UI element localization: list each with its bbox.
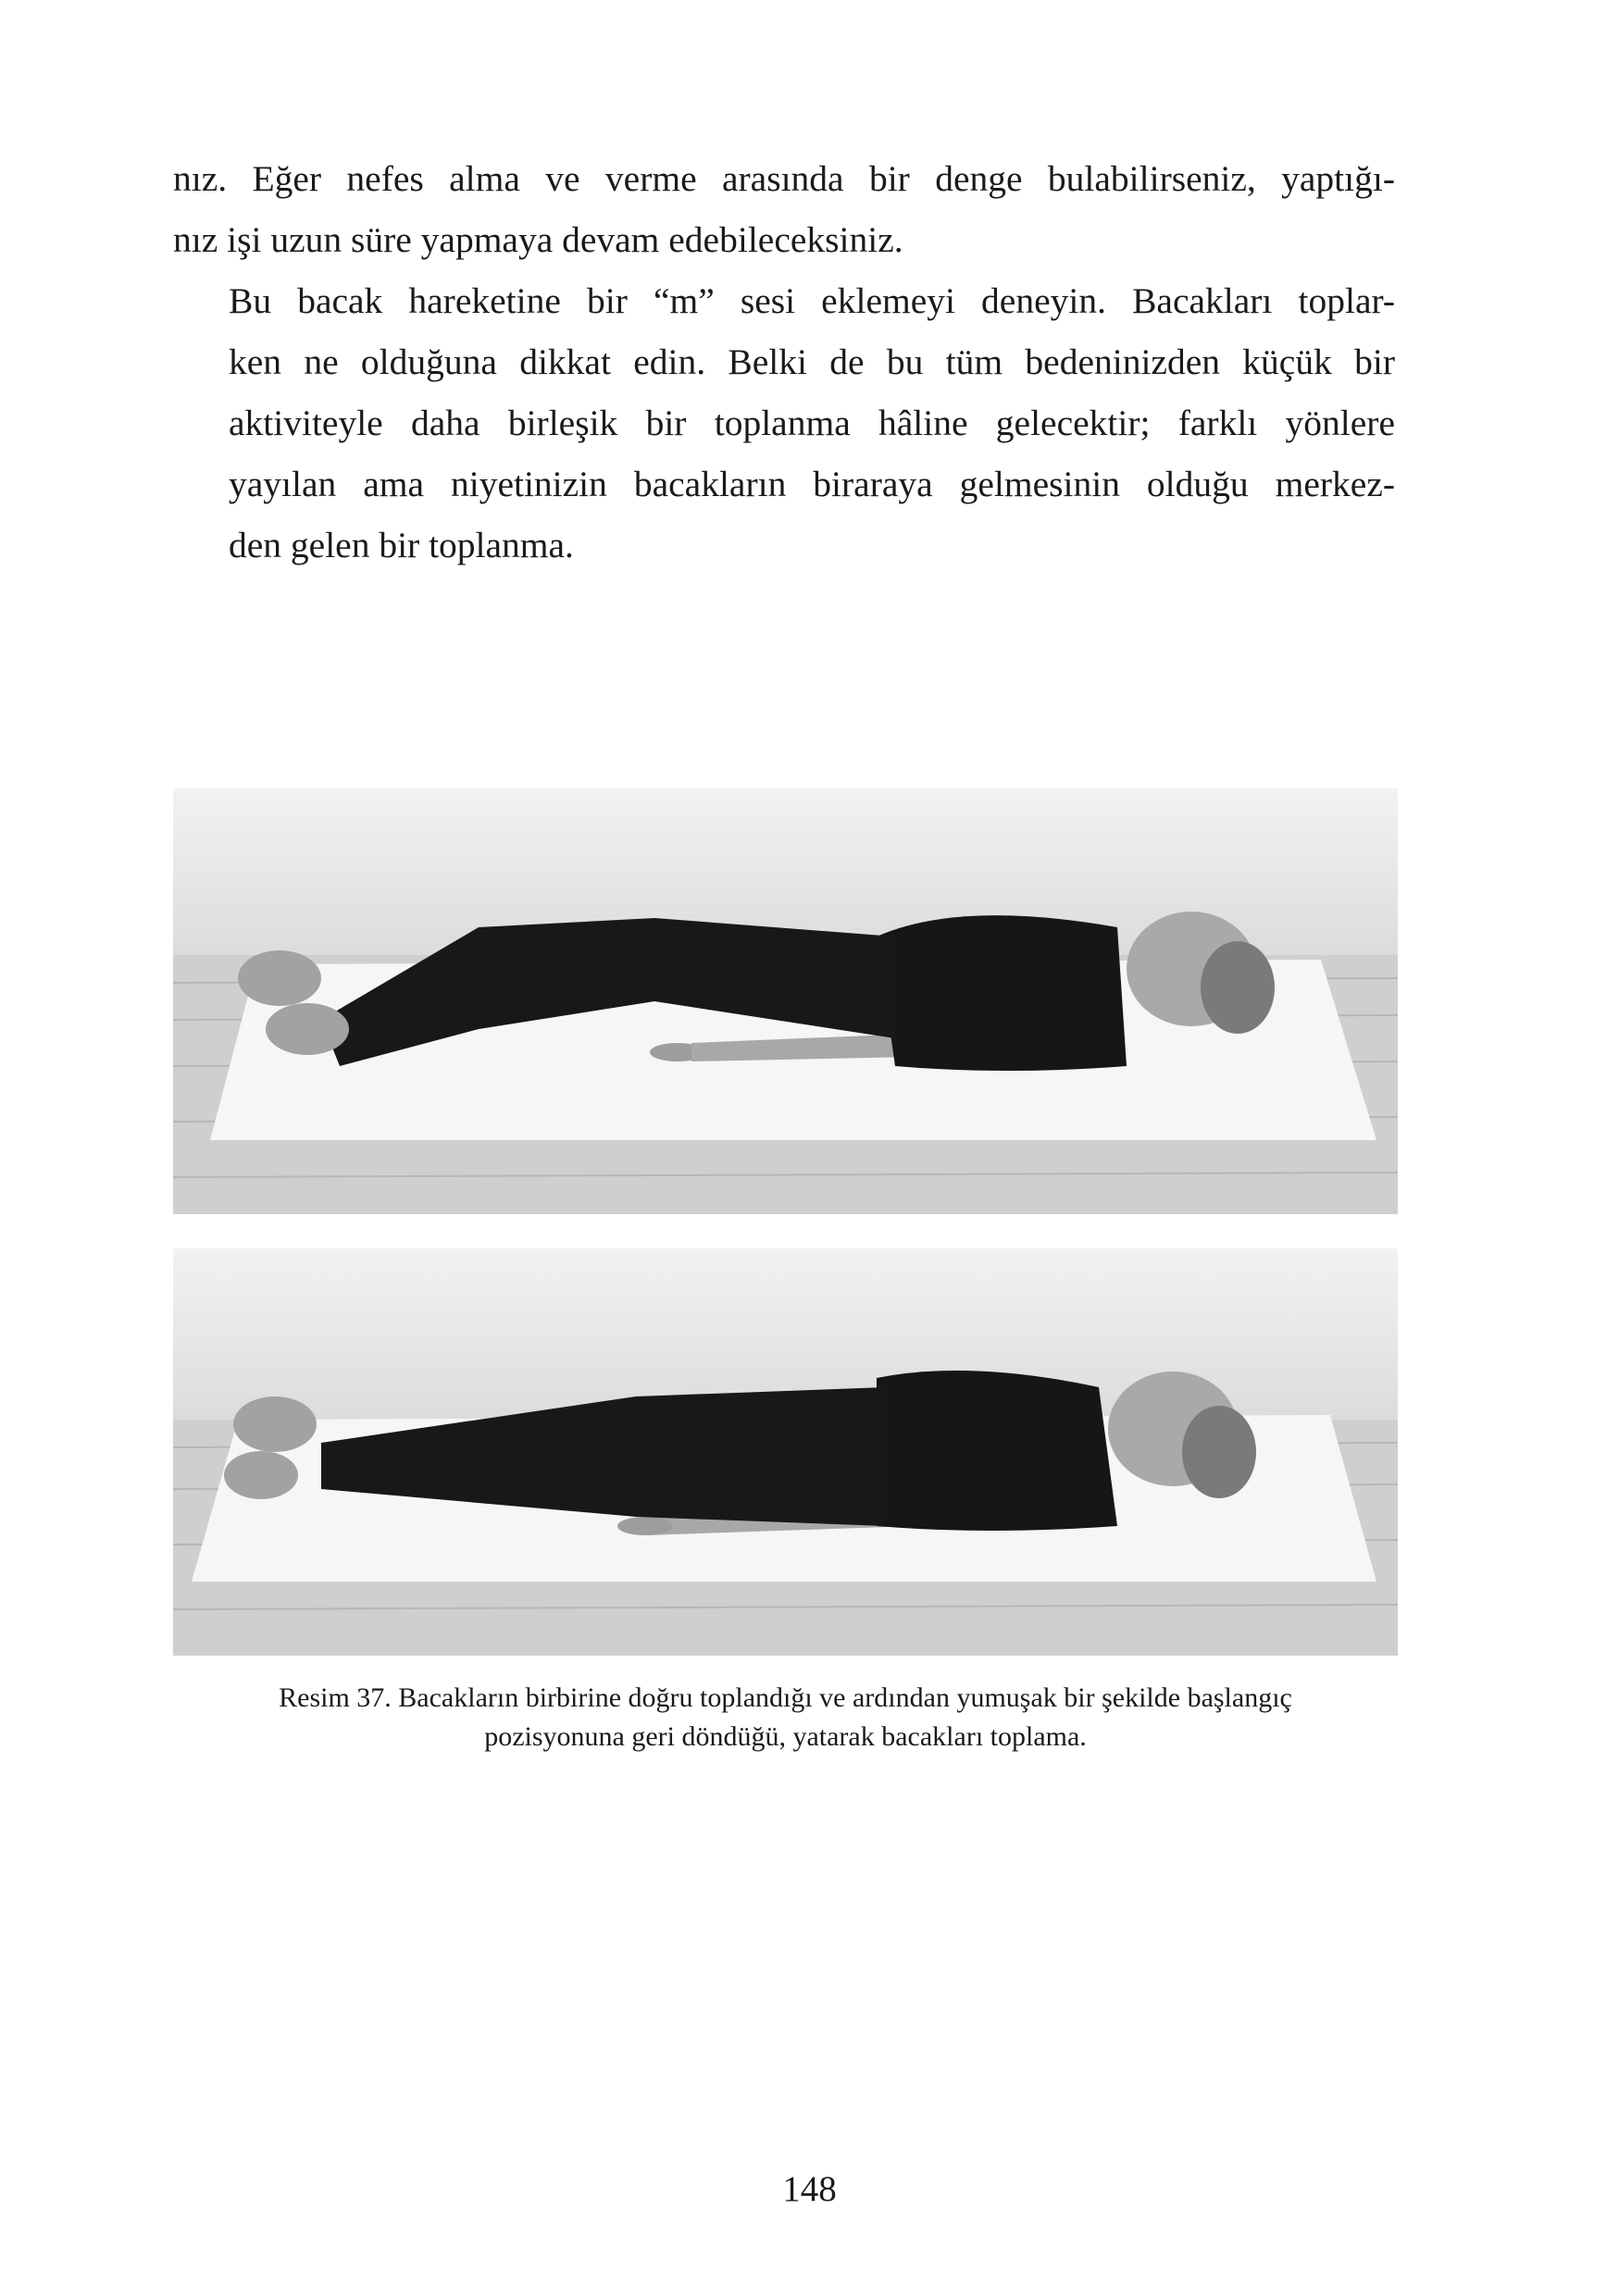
paragraph-2 (173, 270, 1395, 576)
text-line: nız işi uzun süre yapmaya devam edebileceksiniz. (173, 219, 903, 260)
text-line: ken ne olduğuna dikkat edin. Belki de bu tüm bedeninizden küçük bir (229, 341, 1395, 382)
photo-legs-gathered (173, 788, 1398, 1214)
photo-illustration (173, 1248, 1398, 1656)
figure-caption (173, 1679, 1398, 1756)
photo-illustration (173, 788, 1398, 1214)
text-line: nız. Eğer nefes alma ve verme arasında bir denge bulabilirseniz, yaptığı- (173, 158, 1395, 199)
text-line: aktiviteyle daha birleşik bir toplanma hâline gelecektir; farklı yönlere (229, 403, 1395, 443)
body-text (173, 148, 1395, 576)
text-line: den gelen bir toplanma. (229, 525, 574, 565)
caption-line: pozisyonuna geri döndüğü, yatarak bacakları toplama. (484, 1721, 1087, 1752)
caption-line: Resim 37. Bacakların birbirine doğru toplandığı ve ardından yumuşak bir şekilde başlangıç (279, 1682, 1292, 1713)
text-line: yayılan ama niyetinizin bacakların biraraya gelmesinin olduğu merkez- (229, 464, 1395, 504)
page-number: 148 (782, 2169, 837, 2209)
paragraph-1 (173, 148, 1395, 270)
text-line: Bu bacak hareketine bir “m” sesi eklemeyi deneyin. Bacakları toplar- (229, 280, 1395, 321)
photo-start-position (173, 1248, 1398, 1656)
